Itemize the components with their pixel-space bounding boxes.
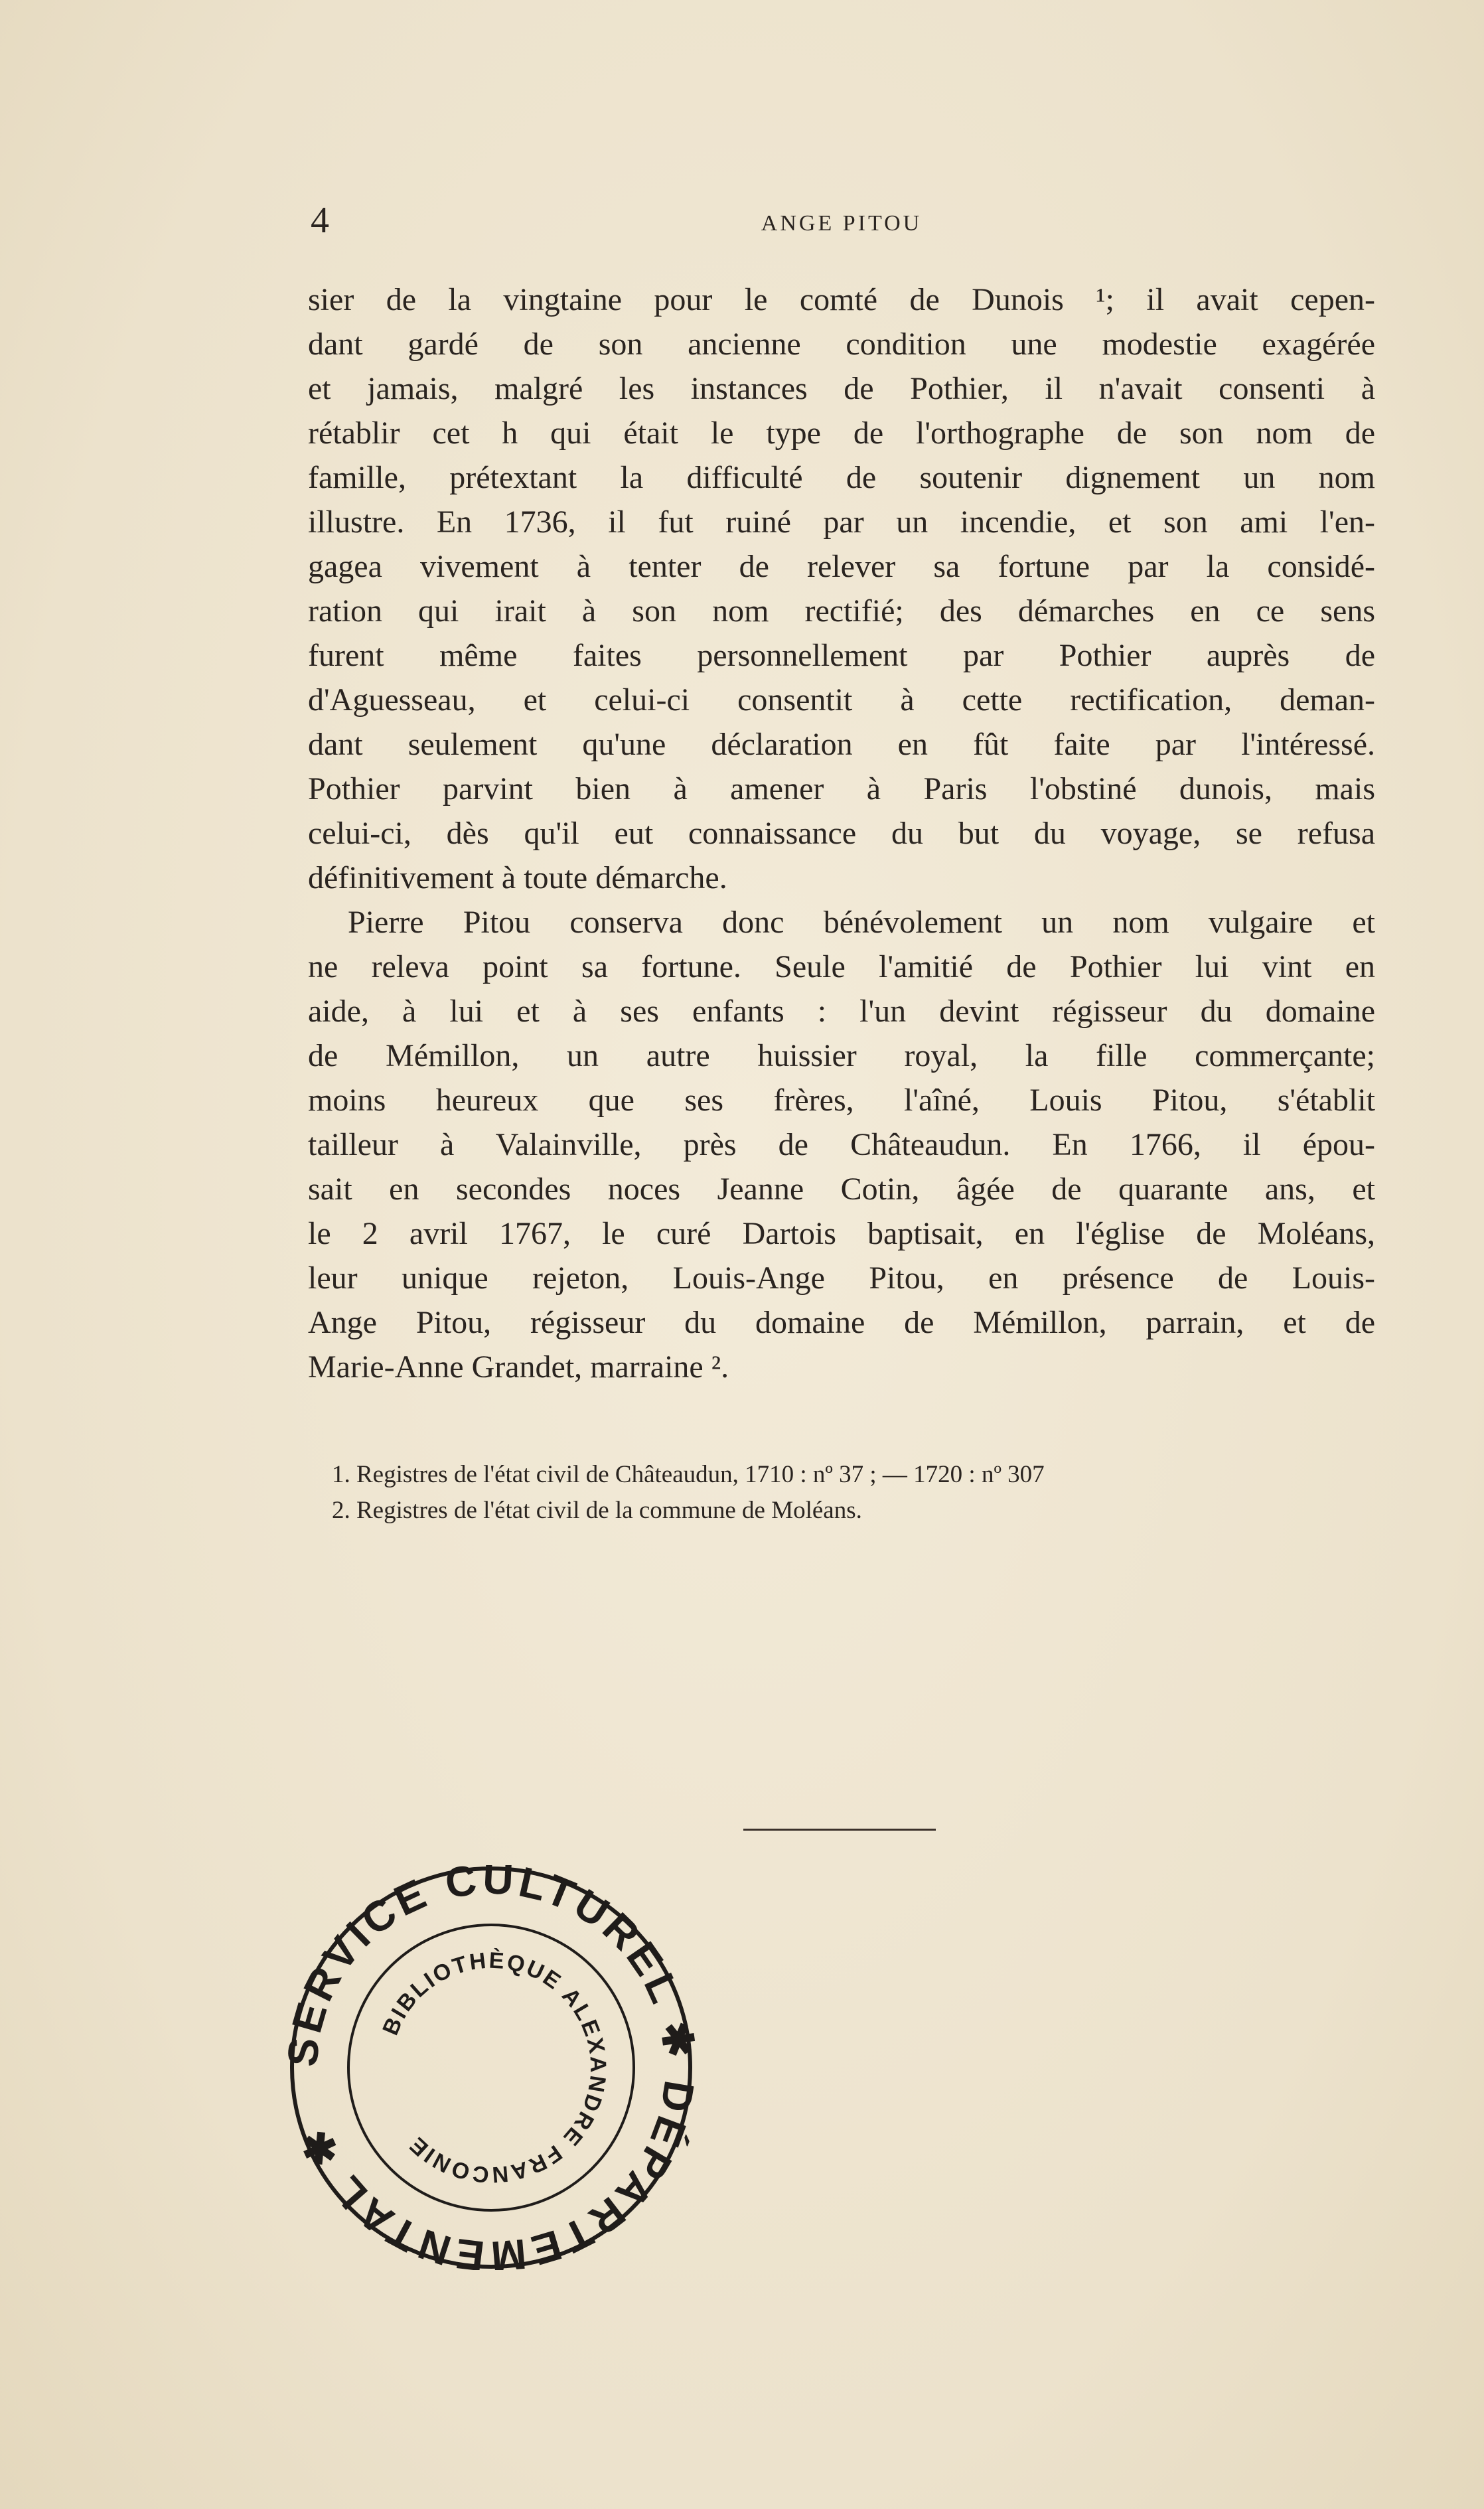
svg-text:SERVICE CULTUREL ✱ DÉPARTEMENT: SERVICE CULTUREL ✱ DÉPARTEMENTAL ✱ <box>279 1865 704 2270</box>
text-line: Pothier parvint bien à amener à Paris l'obstiné dunois, mais <box>308 771 1375 806</box>
text-line: gagea vivement à tenter de relever sa fortune par la considé- <box>308 549 1375 584</box>
text-line: aide, à lui et à ses enfants : l'un devint régisseur du domaine <box>308 994 1375 1029</box>
svg-text:BIBLIOTHÈQUE ALEXANDRE FRANCON: BIBLIOTHÈQUE ALEXANDRE FRANCONIE <box>378 1947 611 2188</box>
text-line: tailleur à Valainville, près de Châteaudun. En 1766, il épou- <box>308 1127 1375 1162</box>
paragraph-1 <box>308 277 1375 900</box>
footnote: 2. Registres de l'état civil de la commune de Moléans. <box>332 1497 862 1524</box>
text-line: définitivement à toute démarche. <box>308 860 727 895</box>
footnote: 1. Registres de l'état civil de Châteaudun, 1710 : nº 37 ; — 1720 : nº 307 <box>332 1461 1045 1488</box>
page-header <box>311 199 1373 259</box>
text-line: de Mémillon, un autre huissier royal, la fille commerçante; <box>308 1038 1375 1073</box>
text-line: ration qui irait à son nom rectifié; des démarches en ce sens <box>308 593 1375 629</box>
text-line: rétablir cet h qui était le type de l'orthographe de son nom de <box>308 416 1375 451</box>
text-line: le 2 avril 1767, le curé Dartois baptisait, en l'église de Moléans, <box>308 1216 1375 1251</box>
paragraph-2 <box>308 900 1375 1389</box>
text-line: sier de la vingtaine pour le comté de Dunois ¹; il avait cepen- <box>308 282 1375 317</box>
text-line: sait en secondes noces Jeanne Cotin, âgée de quarante ans, et <box>308 1172 1375 1207</box>
text-line: furent même faites personnellement par Pothier auprès de <box>308 638 1375 673</box>
body-text <box>308 277 1375 1389</box>
running-title: ANGE PITOU <box>761 211 923 236</box>
text-line: moins heureux que ses frères, l'aîné, Louis Pitou, s'établit <box>308 1083 1375 1118</box>
text-line: Ange Pitou, régisseur du domaine de Mémillon, parrain, et de <box>308 1305 1375 1340</box>
text-line: famille, prétextant la difficulté de soutenir dignement un nom <box>308 460 1375 495</box>
text-line: Pierre Pitou conserva donc bénévolement un nom vulgaire et <box>348 905 1375 940</box>
text-line: leur unique rejeton, Louis-Ange Pitou, en présence de Louis- <box>308 1260 1375 1296</box>
text-line: celui-ci, dès qu'il eut connaissance du but du voyage, se refusa <box>308 816 1375 851</box>
library-stamp <box>279 1865 704 2270</box>
stamp-seal-icon <box>279 1865 704 2270</box>
text-line: et jamais, malgré les instances de Pothier, il n'avait consenti à <box>308 371 1375 406</box>
text-line: dant seulement qu'une déclaration en fût faite par l'intéressé. <box>308 727 1375 762</box>
text-line: ne releva point sa fortune. Seule l'amitié de Pothier lui vint en <box>308 949 1375 984</box>
footnotes <box>332 1457 1375 1529</box>
text-line: dant gardé de son ancienne condition une modestie exagérée <box>308 327 1375 362</box>
text-line: illustre. En 1736, il fut ruiné par un incendie, et son ami l'en- <box>308 504 1375 540</box>
page-number: 4 <box>311 200 329 241</box>
end-rule <box>743 1829 936 1831</box>
text-line: d'Aguesseau, et celui-ci consentit à cette rectification, deman- <box>308 682 1375 718</box>
text-line: Marie-Anne Grandet, marraine ². <box>308 1349 729 1385</box>
